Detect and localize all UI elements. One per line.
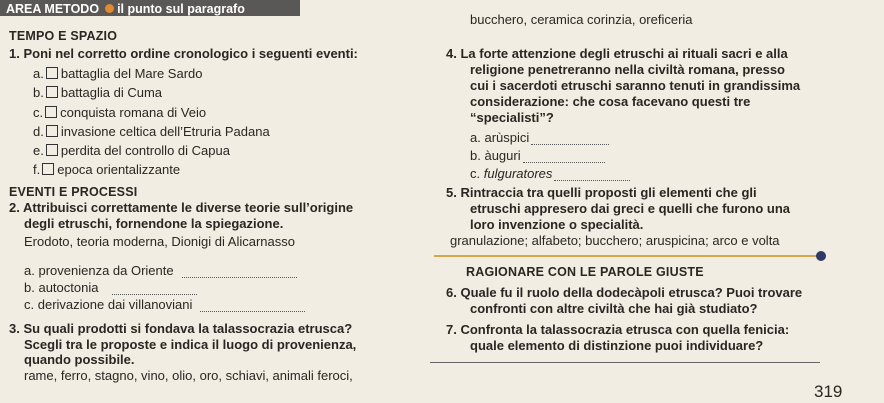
answer-line[interactable] bbox=[554, 169, 630, 181]
item-letter: a. bbox=[33, 66, 44, 81]
item-text: epoca orientalizzante bbox=[57, 162, 181, 177]
checkbox[interactable] bbox=[46, 86, 58, 98]
item-text: fulguratores bbox=[483, 166, 553, 181]
question-3-line2: Scegli tra le proposte e indica il luogo di provenienza, bbox=[24, 337, 357, 352]
question-4-line3: cui i sacerdoti etruschi saranno tenuti in grandissima bbox=[470, 78, 801, 93]
section-header-bar bbox=[0, 0, 300, 16]
q1-item-a bbox=[33, 66, 203, 81]
section-title: AREA METODO bbox=[6, 2, 100, 16]
q2-item-c bbox=[24, 297, 305, 312]
rule-end-dot bbox=[816, 251, 826, 261]
item-letter: c. bbox=[33, 105, 44, 120]
q4-item-c bbox=[470, 166, 630, 181]
bottom-rule bbox=[430, 362, 820, 363]
item-letter: b. bbox=[470, 148, 481, 163]
q1-item-f bbox=[33, 162, 180, 177]
question-4-line2: religione penetreranno nella civiltà romana, presso bbox=[470, 62, 785, 77]
question-5-line3: loro invenzione o specialità. bbox=[470, 217, 644, 232]
q2-item-a bbox=[24, 263, 297, 278]
item-text: derivazione dai villanoviani bbox=[37, 297, 193, 312]
answer-line[interactable] bbox=[523, 151, 605, 163]
checkbox[interactable] bbox=[45, 106, 57, 118]
heading-ragionare: RAGIONARE CON LE PAROLE GIUSTE bbox=[466, 265, 704, 279]
question-2-line2: degli etruschi, fornendone la spiegazione. bbox=[24, 216, 284, 231]
question-7-line2: quale elemento di distinzione puoi individuare? bbox=[470, 338, 764, 353]
q1-item-e bbox=[33, 143, 230, 158]
answer-line[interactable] bbox=[112, 283, 197, 295]
item-text: perdita del controllo di Capua bbox=[60, 143, 230, 158]
q4-item-a bbox=[470, 130, 609, 145]
item-letter: c. bbox=[470, 166, 481, 181]
question-7-line1: 7. Confronta la talassocrazia etrusca con quella fenicia: bbox=[446, 322, 790, 337]
item-letter: a. bbox=[24, 263, 35, 278]
item-text: àuguri bbox=[484, 148, 521, 163]
item-text: arùspici bbox=[484, 130, 530, 145]
item-letter: d. bbox=[33, 124, 44, 139]
item-text: battaglia del Mare Sardo bbox=[60, 66, 203, 81]
question-3-options: rame, ferro, stagno, vino, olio, oro, schiavi, animali feroci, bbox=[24, 368, 353, 383]
question-6-line2: confronti con altre civiltà che hai già studiato? bbox=[470, 301, 758, 316]
item-letter: e. bbox=[33, 143, 44, 158]
heading-eventi-processi: EVENTI E PROCESSI bbox=[9, 185, 138, 199]
item-text: provenienza da Oriente bbox=[38, 263, 174, 278]
item-letter: b. bbox=[24, 280, 35, 295]
q2-item-b bbox=[24, 280, 197, 295]
item-text: battaglia di Cuma bbox=[60, 85, 163, 100]
item-text: autoctonia bbox=[38, 280, 99, 295]
question-3-line3: quando possibile. bbox=[24, 352, 135, 367]
question-4-line5: “specialisti”? bbox=[470, 110, 554, 125]
question-2-options: Erodoto, teoria moderna, Dionigi di Alicarnasso bbox=[24, 234, 295, 249]
checkbox[interactable] bbox=[46, 144, 58, 156]
q4-item-b bbox=[470, 148, 605, 163]
question-4-line4: considerazione: che cosa facevano questi tre bbox=[470, 94, 751, 109]
question-1: 1. Poni nel corretto ordine cronologico i seguenti eventi: bbox=[9, 46, 358, 61]
item-text: conquista romana di Veio bbox=[60, 105, 207, 120]
item-letter: c. bbox=[24, 297, 35, 312]
item-letter: a. bbox=[470, 130, 481, 145]
question-5-options: granulazione; alfabeto; bucchero; aruspicina; arco e volta bbox=[450, 233, 780, 248]
checkbox[interactable] bbox=[46, 67, 58, 79]
checkbox[interactable] bbox=[42, 163, 54, 175]
answer-line[interactable] bbox=[531, 133, 609, 145]
question-6-line1: 6. Quale fu il ruolo della dodecàpoli etrusca? Puoi trovare bbox=[446, 285, 803, 300]
item-text: invasione celtica dell’Etruria Padana bbox=[60, 124, 270, 139]
question-5-line2: etruschi appresero dai greci e quelli che furono una bbox=[470, 201, 791, 216]
question-5-line1: 5. Rintraccia tra quelli proposti gli elementi che gli bbox=[446, 185, 757, 200]
item-letter: f. bbox=[33, 162, 41, 177]
answer-line[interactable] bbox=[200, 300, 305, 312]
q1-item-c bbox=[33, 105, 206, 120]
question-4-line1: 4. La forte attenzione degli etruschi ai rituali sacri e alla bbox=[446, 46, 788, 61]
answer-line[interactable] bbox=[182, 266, 297, 278]
divider-rule bbox=[434, 255, 820, 257]
orange-dot-icon bbox=[105, 4, 114, 13]
checkbox[interactable] bbox=[46, 125, 58, 137]
q3-options-continued: bucchero, ceramica corinzia, oreficeria bbox=[470, 12, 693, 27]
item-letter: b. bbox=[33, 85, 44, 100]
page-number: 319 bbox=[814, 382, 843, 401]
question-2-line1: 2. Attribuisci correttamente le diverse teorie sull’origine bbox=[9, 200, 354, 215]
heading-tempo-spazio: TEMPO E SPAZIO bbox=[9, 29, 118, 43]
section-subtitle: il punto sul paragrafo bbox=[117, 2, 245, 16]
q1-item-d bbox=[33, 124, 270, 139]
question-3-line1: 3. Su quali prodotti si fondava la talassocrazia etrusca? bbox=[9, 321, 353, 336]
q1-item-b bbox=[33, 85, 162, 100]
